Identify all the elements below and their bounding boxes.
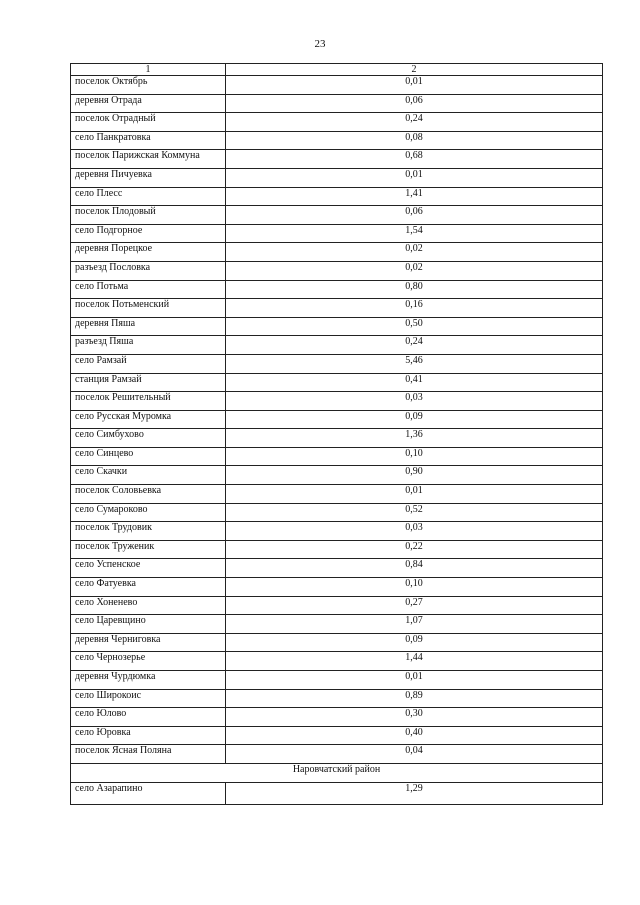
district-row [71,763,603,782]
table-row [71,410,603,429]
settlement-value: 0,03 [226,522,603,541]
settlement-value: 0,10 [226,447,603,466]
settlement-name: разъезд Пословка [71,261,226,280]
settlement-value: 0,03 [226,392,603,411]
settlement-name: деревня Пичуевка [71,168,226,187]
settlement-name: деревня Чурдюмка [71,671,226,690]
table-row [71,466,603,485]
settlement-value: 0,22 [226,540,603,559]
page-number: 23 [314,38,326,50]
settlement-name: поселок Трудовик [71,522,226,541]
settlement-value: 0,41 [226,373,603,392]
table-header-row [71,64,603,76]
settlement-value: 0,08 [226,131,603,150]
settlement-value: 0,90 [226,466,603,485]
settlement-value: 0,24 [226,336,603,355]
settlement-value: 0,52 [226,503,603,522]
settlement-name: село Успенское [71,559,226,578]
table-row [71,224,603,243]
settlement-name: село Фатуевка [71,578,226,597]
settlement-value: 1,41 [226,187,603,206]
settlement-name: поселок Октябрь [71,76,226,95]
settlement-value: 0,02 [226,243,603,262]
settlement-value: 0,01 [226,76,603,95]
table-row [71,429,603,448]
settlement-value: 0,68 [226,150,603,169]
settlement-name: деревня Порецкое [71,243,226,262]
table-row [71,187,603,206]
table-row [71,354,603,373]
table-row [71,392,603,411]
settlement-name: поселок Решительный [71,392,226,411]
settlement-value: 0,01 [226,168,603,187]
table-row [71,261,603,280]
settlement-value: 0,09 [226,633,603,652]
table-row [71,745,603,764]
settlement-name: станция Рамзай [71,373,226,392]
settlement-value: 1,29 [226,782,603,804]
settlement-value: 0,06 [226,94,603,113]
table-row [71,782,603,804]
settlement-name: поселок Ясная Поляна [71,745,226,764]
table-row [71,503,603,522]
table-row [71,708,603,727]
settlement-name: село Потьма [71,280,226,299]
settlement-name: село Чернозерье [71,652,226,671]
settlement-name: село Широкоис [71,689,226,708]
table-row [71,373,603,392]
district-heading: Наровчатский район [71,763,603,782]
table-row [71,280,603,299]
column-header-2: 2 [226,64,603,76]
settlement-value: 0,27 [226,596,603,615]
settlement-value: 0,30 [226,708,603,727]
settlement-value: 0,01 [226,485,603,504]
table-row [71,671,603,690]
settlement-value: 0,24 [226,113,603,132]
settlement-value: 0,02 [226,261,603,280]
settlement-name: поселок Отрадный [71,113,226,132]
settlement-name: село Царевщино [71,615,226,634]
settlement-name: село Плесс [71,187,226,206]
settlement-name: поселок Труженик [71,540,226,559]
table-row [71,131,603,150]
settlement-name: село Сумароково [71,503,226,522]
settlement-name: деревня Пяша [71,317,226,336]
settlement-name: село Юлово [71,708,226,727]
settlement-value: 0,01 [226,671,603,690]
table-row [71,652,603,671]
table-row [71,243,603,262]
table-row [71,150,603,169]
table-body [71,76,603,805]
settlement-value: 0,84 [226,559,603,578]
settlement-name: деревня Отрада [71,94,226,113]
settlement-value: 1,44 [226,652,603,671]
settlement-value: 0,40 [226,726,603,745]
settlement-value: 1,07 [226,615,603,634]
settlement-name: деревня Черниговка [71,633,226,652]
table-row [71,76,603,95]
settlement-value: 0,50 [226,317,603,336]
settlement-name: село Симбухово [71,429,226,448]
column-header-1: 1 [71,64,226,76]
settlement-name: село Панкратовка [71,131,226,150]
settlement-name: село Рамзай [71,354,226,373]
table-row [71,596,603,615]
settlement-value: 0,80 [226,280,603,299]
settlement-name: поселок Соловьевка [71,485,226,504]
table-row [71,206,603,225]
table-row [71,633,603,652]
table-row [71,689,603,708]
table-row [71,317,603,336]
settlement-name: село Юровка [71,726,226,745]
table-header [71,64,603,76]
settlement-value: 0,06 [226,206,603,225]
settlement-value: 1,54 [226,224,603,243]
table-row [71,336,603,355]
settlement-name: село Синцево [71,447,226,466]
table-row [71,559,603,578]
settlement-name: разъезд Пяша [71,336,226,355]
table-row [71,540,603,559]
table-row [71,485,603,504]
settlement-name: село Русская Муромка [71,410,226,429]
settlement-value: 0,10 [226,578,603,597]
table-row [71,168,603,187]
settlement-name: село Азарапино [71,782,226,804]
settlement-value: 0,89 [226,689,603,708]
settlement-table [70,63,603,805]
table-row [71,94,603,113]
settlement-value: 1,36 [226,429,603,448]
table-row [71,578,603,597]
table-row [71,299,603,318]
settlement-name: поселок Потьменский [71,299,226,318]
table-row [71,113,603,132]
table-row [71,447,603,466]
settlement-value: 5,46 [226,354,603,373]
table-row [71,615,603,634]
settlement-value: 0,16 [226,299,603,318]
settlement-name: село Скачки [71,466,226,485]
table-row [71,726,603,745]
settlement-name: село Хоненево [71,596,226,615]
settlement-value: 0,04 [226,745,603,764]
settlement-value: 0,09 [226,410,603,429]
table-row [71,522,603,541]
settlement-name: село Подгорное [71,224,226,243]
settlement-name: поселок Парижская Коммуна [71,150,226,169]
settlement-name: поселок Плодовый [71,206,226,225]
